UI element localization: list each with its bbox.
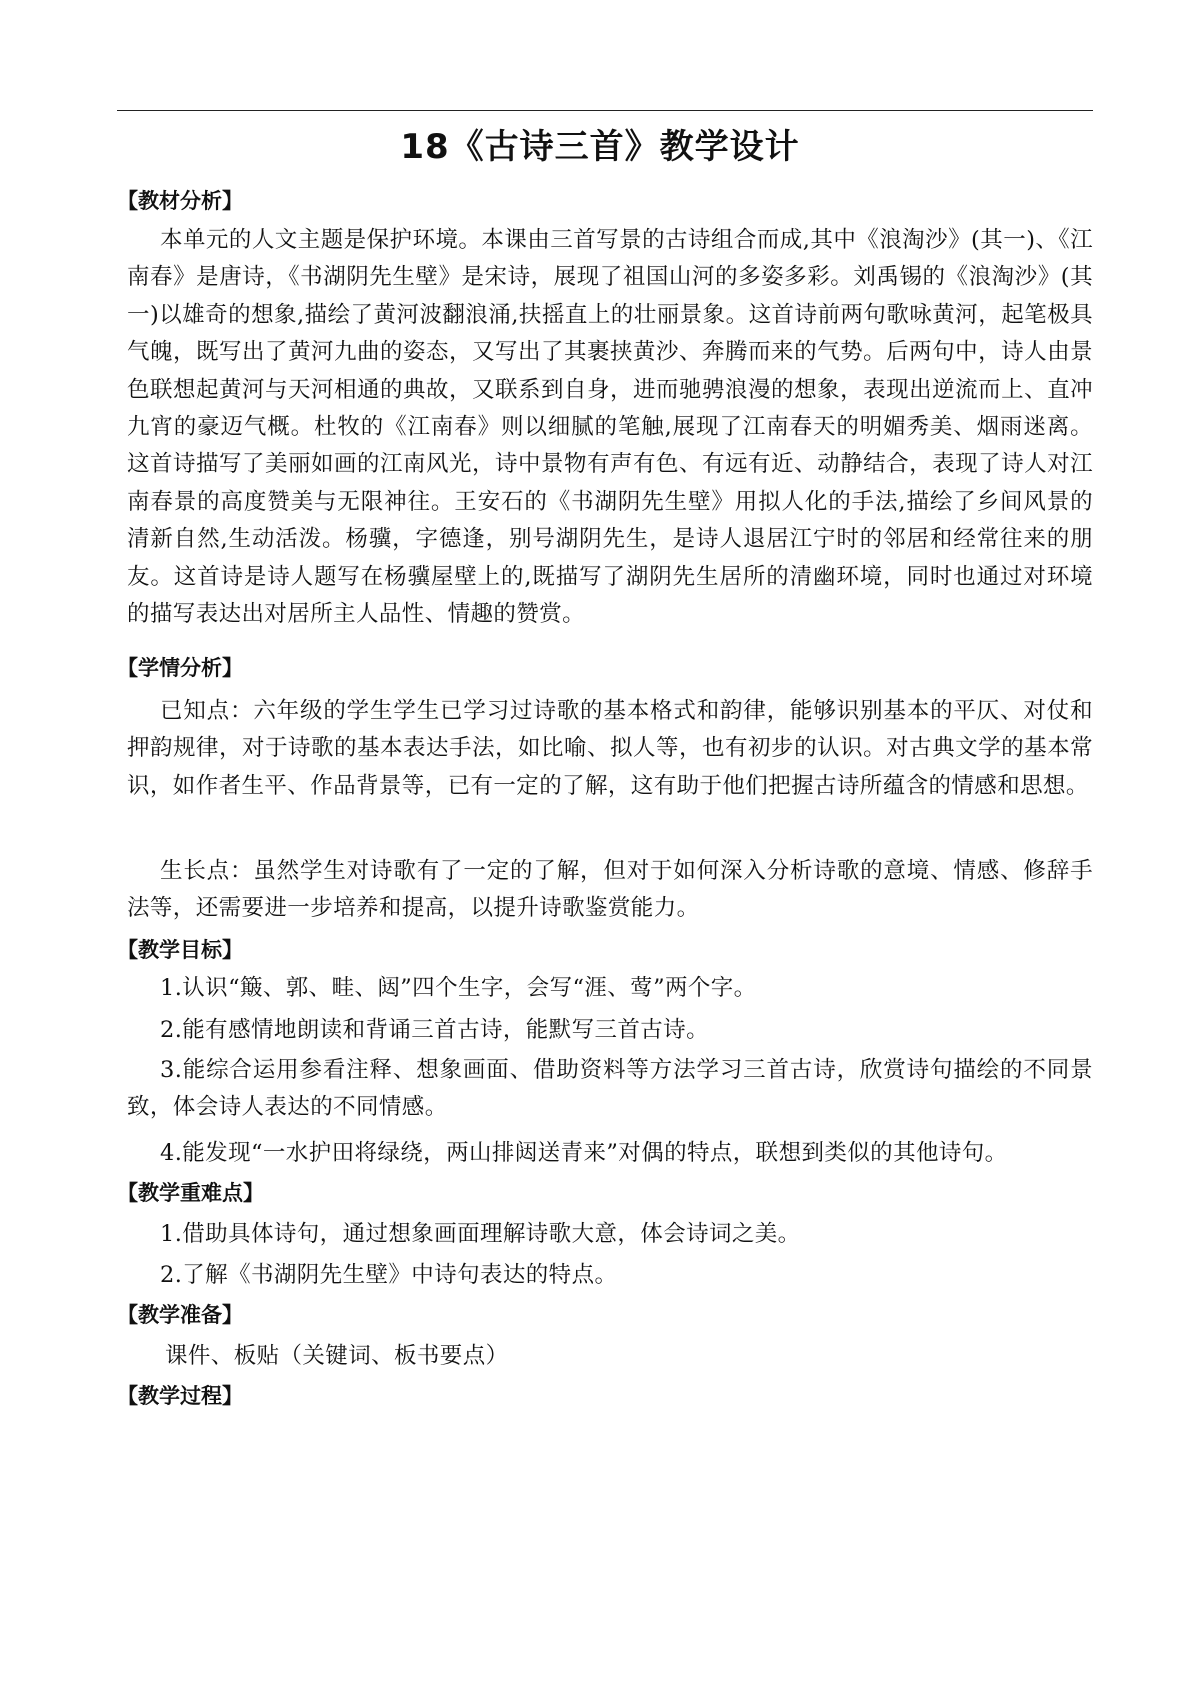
section-heading-material-analysis: 【教材分析】	[117, 189, 243, 213]
key-point-item: 2.了解《书湖阴先生壁》中诗句表达的特点。	[160, 1262, 618, 1288]
objective-item: 4.能发现“一水护田将绿绕，两山排闼送青来”对偶的特点，联想到类似的其他诗句。	[160, 1140, 1008, 1166]
objective-item: 1.认识“簸、郭、畦、闼”四个生字，会写“涯、莺”两个字。	[160, 975, 757, 1001]
section-heading-objectives: 【教学目标】	[117, 938, 243, 962]
section-heading-preparation: 【教学准备】	[117, 1303, 243, 1327]
material-analysis-paragraph: 本单元的人文主题是保护环境。本课由三首写景的古诗组合而成,其中《浪淘沙》(其一)、《江南春》是唐诗，《书湖阴先生壁》是宋诗，展现了祖国山河的多姿多彩。刘禹锡的《浪淘沙》(其一)以雄奇的想象,描绘了黄河波翻浪涌,扶摇直上的壮丽景象。这首诗前两句歌咏黄河，起笔极具气魄，既写出了黄河九曲的姿态，又写出了其裹挟黄沙、奔腾而来的气势。后两句中，诗人由景色联想起黄河与天河相通的典故，又联系到自身，进而驰骋浪漫的想象，表现出逆流而上、直冲九宵的豪迈气概。杜牧的《江南春》则以细腻的笔触,展现了江南春天的明媚秀美、烟雨迷离。这首诗描写了美丽如画的江南风光，诗中景物有声有色、有远有近、动静结合，表现了诗人对江南春景的高度赞美与无限神往。王安石的《书湖阴先生壁》用拟人化的手法,描绘了乡间风景的清新自然,生动活泼。杨骥，字德逢，别号湖阴先生，是诗人退居江宁时的邻居和经常往来的朋友。这首诗是诗人题写在杨骥屋壁上的,既描写了湖阴先生居所的清幽环境，同时也通过对环境的描写表达出对居所主人品性、情趣的赞赏。	[127, 227, 1093, 628]
objective-item: 2.能有感情地朗读和背诵三首古诗，能默写三首古诗。	[160, 1017, 709, 1043]
section-heading-learner-analysis: 【学情分析】	[117, 656, 243, 680]
preparation-text: 课件、板贴（关键词、板书要点）	[165, 1343, 509, 1369]
page-title: 18《古诗三首》教学设计	[400, 127, 800, 167]
section-heading-key-points: 【教学重难点】	[117, 1181, 264, 1205]
learner-growth-paragraph: 生长点：虽然学生对诗歌有了一定的了解，但对于如何深入分析诗歌的意境、情感、修辞手法等，还需要进一步培养和提高，以提升诗歌鉴赏能力。	[127, 858, 1093, 922]
objective-item: 3.能综合运用参看注释、想象画面、借助资料等方法学习三首古诗，欣赏诗句描绘的不同景致，体会诗人表达的不同情感。	[127, 1057, 1093, 1121]
learner-known-paragraph: 已知点：六年级的学生学生已学习过诗歌的基本格式和韵律，能够识别基本的平仄、对仗和押韵规律，对于诗歌的基本表达手法，如比喻、拟人等，也有初步的认识。对古典文学的基本常识，如作者生平、作品背景等，已有一定的了解，这有助于他们把握古诗所蕴含的情感和思想。	[127, 698, 1093, 799]
key-point-item: 1.借助具体诗句，通过想象画面理解诗歌大意，体会诗词之美。	[160, 1221, 801, 1247]
header-rule	[117, 110, 1093, 111]
section-heading-process: 【教学过程】	[117, 1384, 243, 1408]
